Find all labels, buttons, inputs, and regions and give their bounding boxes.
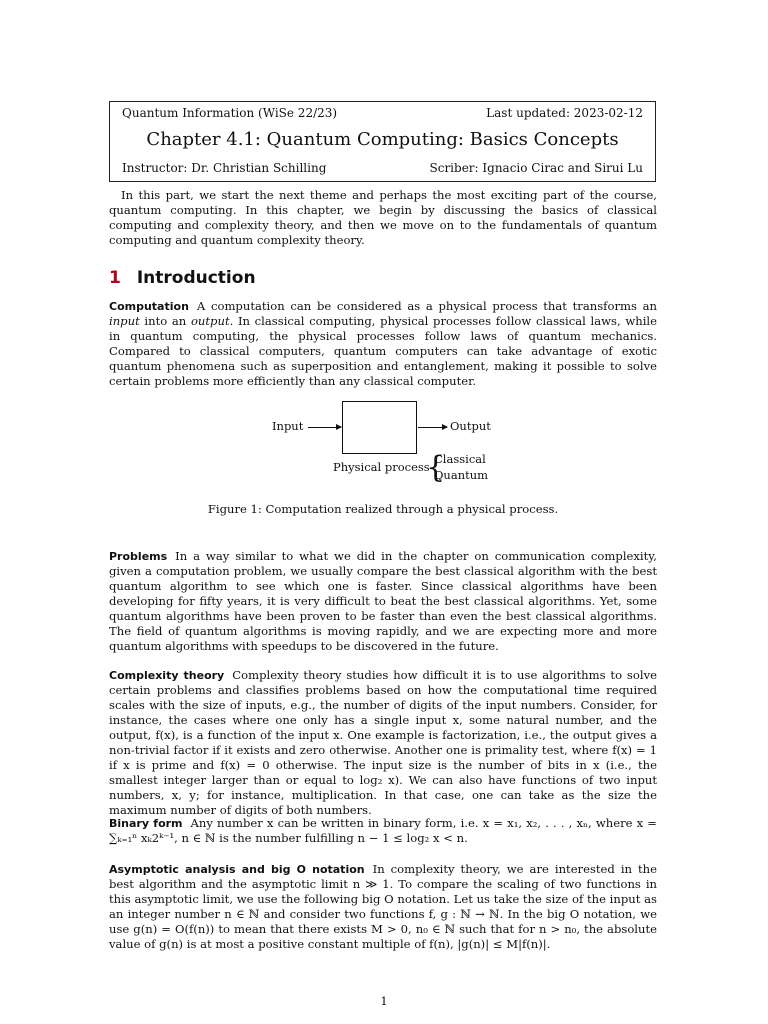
- page-number: 1: [380, 994, 388, 1008]
- output-arrow: [418, 427, 447, 428]
- binary-form-paragraph: Binary form Any number x can be written in binary form, i.e. x = x₁, x₂, . . . , xₙ, where x = ∑ₖ₌₁ⁿ xₖ2ᵏ⁻¹, n ∈ ℕ is the number fulfilling n − 1 ≤ log₂ x < n.: [109, 816, 657, 845]
- section-title: Introduction: [136, 268, 256, 288]
- computation-paragraph: Computation A computation can be considered as a physical process that transforms an input into an output. In classical computing, physical processes follow classical laws, while in quantum computing, the physical processes follow laws of quantum mechanics. Compared to classical computers, quantum computers can take advantage of exotic quantum phenomena such as superposition and entanglement, making it possible to solve certain problems more efficiently than any classical computer.: [109, 299, 657, 388]
- complexity-paragraph: Complexity theory Complexity theory studies how difficult it is to use algorithms to solve certain problems and classifies problems based on how the computational time required scales with the size of inputs, e.g., the number of digits of the input numbers. Consider, for instance, the cases where one only has a single input x, some natural number, and the output, f(x), is a function of the input x. One example is factorization, i.e., the output gives a non-trivial factor if it exists and zero otherwise. Another one is primality test, where f(x) = 1 if x is prime and f(x) = 0 otherwise. The input size is the number of bits in x (i.e., the smallest integer larger than or equal to log₂ x). We can also have functions of two input numbers, x, y; for instance, multiplication. In that case, one can take as the size the maximum number of digits of both numbers.: [109, 668, 657, 817]
- figure-option-quantum: Quantum: [434, 468, 489, 482]
- course-name: Quantum Information (WiSe 22/23): [122, 106, 338, 120]
- section-heading: [109, 268, 256, 288]
- last-updated: Last updated: 2023-02-12: [486, 106, 643, 120]
- input-arrow: [308, 427, 341, 428]
- figure-input-label: Input: [272, 419, 304, 433]
- asymptotic-keyword: Asymptotic analysis and big O notation: [109, 863, 365, 876]
- scriber: Scriber: Ignacio Cirac and Sirui Lu: [429, 161, 643, 175]
- curly-brace: {: [426, 450, 446, 485]
- figure-output-label: Output: [450, 419, 491, 433]
- binary-form-keyword: Binary form: [109, 817, 183, 830]
- intro-paragraph: In this part, we start the next theme and perhaps the most exciting part of the course, quantum computing. In this chapter, we begin by discussing the basics of classical computing and complexity theory, and then we move on to the fundamentals of quantum computing and quantum complexity theory.: [109, 188, 657, 247]
- problems-keyword: Problems: [109, 550, 168, 563]
- chapter-title: Chapter 4.1: Quantum Computing: Basics Concepts: [146, 129, 619, 150]
- problems-paragraph: Problems In a way similar to what we did in the chapter on communication complexity, given a computation problem, we usually compare the best classical algorithm with the best quantum algorithm to see which one is faster. Since classical algorithms have been developing for fifty years, it is very difficult to beat the best classical algorithms. Yet, some quantum algorithms have been proven to be faster than even the best classical algorithms. The field of quantum algorithms is moving rapidly, and we are expecting more and more quantum algorithms with speedups to be discovered in the future.: [109, 549, 657, 653]
- lecture-header-box: [109, 101, 656, 182]
- section-number: 1: [109, 268, 121, 288]
- physical-process-box: [342, 401, 417, 454]
- instructor: Instructor: Dr. Christian Schilling: [122, 161, 327, 175]
- complexity-keyword: Complexity theory: [109, 669, 225, 682]
- computation-keyword: Computation: [109, 300, 189, 313]
- figure-option-classical: Classical: [434, 452, 486, 466]
- figure-process-label: Physical process: [333, 460, 430, 474]
- figure-caption: Figure 1: Computation realized through a physical process.: [207, 502, 559, 516]
- asymptotic-paragraph: Asymptotic analysis and big O notation In complexity theory, we are interested in the best algorithm and the asymptotic limit n ≫ 1. To compare the scaling of two functions in this asymptotic limit, we use the following big O notation. Let us take the size of the input as an integer number n ∈ ℕ and consider two functions f, g : ℕ → ℕ. In the big O notation, we use g(n) = O(f(n)) to mean that there exists M > 0, n₀ ∈ ℕ such that for n > n₀, the absolute value of g(n) is at most a positive constant multiple of f(n), |g(n)| ≤ M|f(n)|.: [109, 862, 657, 951]
